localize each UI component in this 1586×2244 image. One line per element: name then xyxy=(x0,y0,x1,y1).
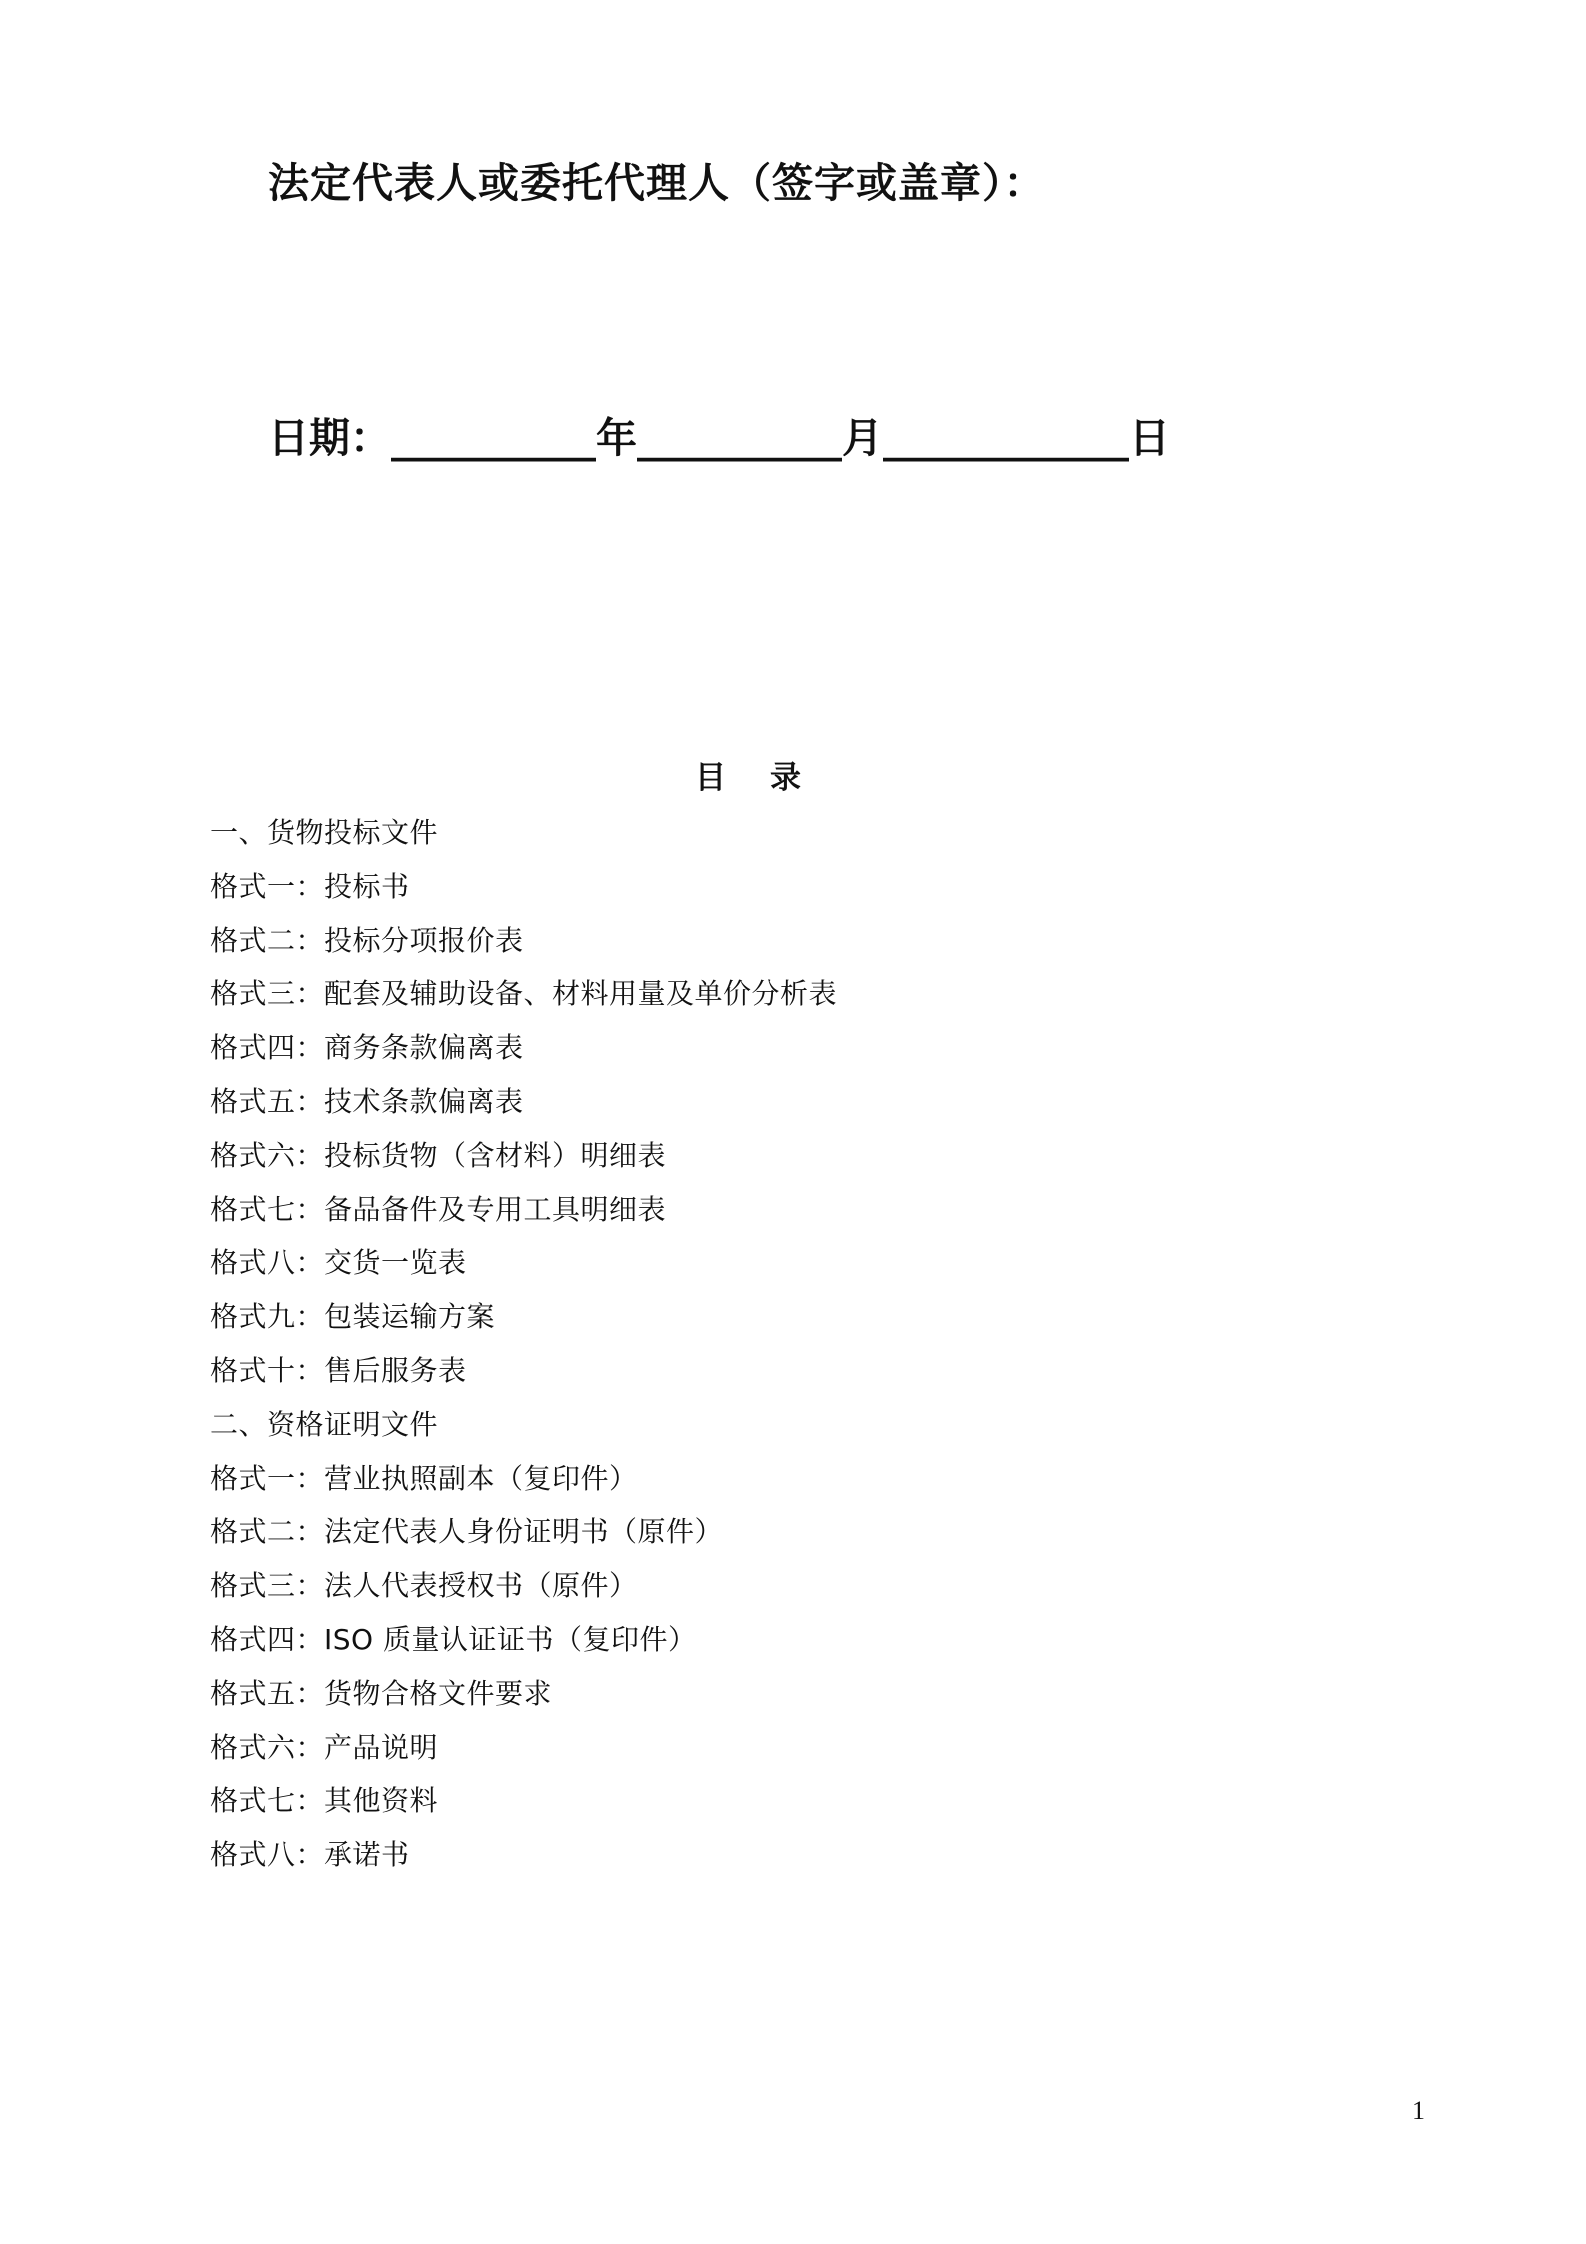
toc-item: 格式四：商务条款偏离表 xyxy=(210,1031,524,1065)
table-of-contents xyxy=(210,806,837,1882)
date-line: 日期：__________年__________月____________日 xyxy=(268,414,1170,462)
toc-item: 格式七：备品备件及专用工具明细表 xyxy=(210,1192,667,1226)
toc-item: 格式五：技术条款偏离表 xyxy=(210,1084,524,1118)
signature-label: 法定代表人或委托代理人（签字或盖章）： xyxy=(268,159,1046,207)
toc-item: 格式五：货物合格文件要求 xyxy=(210,1676,553,1710)
toc-item: 格式三：配套及辅助设备、材料用量及单价分析表 xyxy=(210,977,838,1011)
page-number: 1 xyxy=(1412,2096,1425,2125)
toc-item: 格式十：售后服务表 xyxy=(210,1353,467,1387)
toc-item: 格式六：投标货物（含材料）明细表 xyxy=(210,1138,667,1172)
toc-item: 格式九：包装运输方案 xyxy=(210,1300,496,1334)
toc-item: 格式一：营业执照副本（复印件） xyxy=(210,1461,638,1495)
toc-item: 格式八：交货一览表 xyxy=(210,1246,467,1280)
toc-item: 格式七：其他资料 xyxy=(210,1784,439,1818)
toc-item: 格式二：投标分项报价表 xyxy=(210,923,524,957)
toc-title: 目录 xyxy=(695,760,845,796)
toc-item: 格式二：法定代表人身份证明书（原件） xyxy=(210,1515,724,1549)
toc-section-qualification-documents: 二、资格证明文件 xyxy=(210,1407,439,1441)
toc-item: 格式三：法人代表授权书（原件） xyxy=(210,1569,638,1603)
toc-section-goods-bid-documents: 一、货物投标文件 xyxy=(210,816,439,849)
toc-item: 格式六：产品说明 xyxy=(210,1730,439,1764)
toc-item: 格式八：承诺书 xyxy=(210,1838,410,1872)
toc-item: 格式一：投标书 xyxy=(210,869,410,903)
toc-item: 格式四：ISO 质量认证证书（复印件） xyxy=(210,1622,697,1656)
